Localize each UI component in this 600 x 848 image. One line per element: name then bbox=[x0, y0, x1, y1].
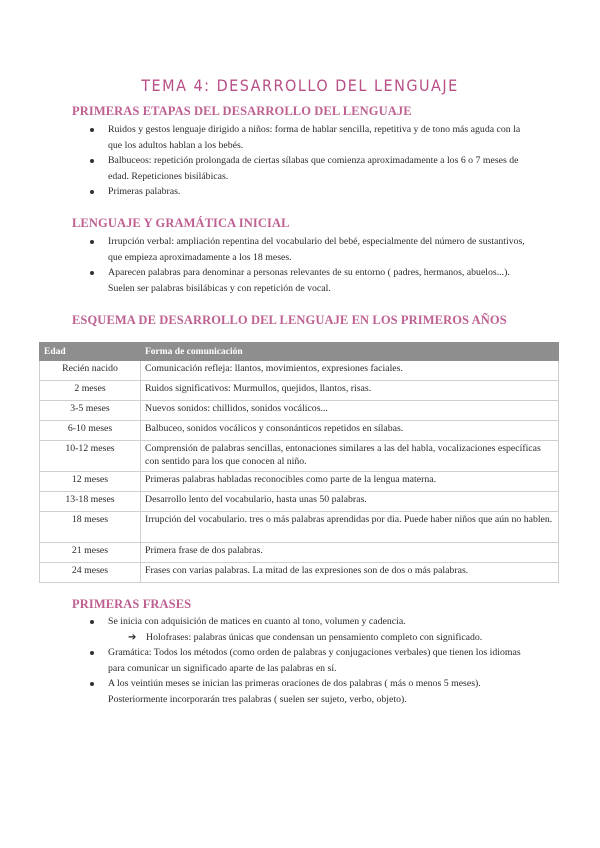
column-header-edad: Edad bbox=[40, 343, 141, 361]
list-item: Balbuceos: repetición prolongada de ciertas sílabas que comienza aproximadamente a los 6 o 7 meses de edad. Repeticiones bisilábicas. bbox=[88, 153, 528, 184]
list-item: Ruidos y gestos lenguaje dirigido a niños: forma de hablar sencilla, repetitiva y de tono más aguda con la que los adultos hablan a los bebés. bbox=[88, 122, 528, 153]
age-cell: 10-12 meses bbox=[40, 441, 141, 472]
description-cell: Primera frase de dos palabras. bbox=[141, 543, 559, 563]
age-cell: 21 meses bbox=[40, 543, 141, 563]
table-row bbox=[40, 472, 559, 492]
description-cell: Desarrollo lento del vocabulario, hasta unas 50 palabras. bbox=[141, 492, 559, 512]
list-item: Primeras palabras. bbox=[88, 184, 528, 200]
table-row bbox=[40, 401, 559, 421]
primeras-frases-list bbox=[88, 614, 528, 707]
page-title: TEMA 4: DESARROLLO DEL LENGUAJE bbox=[141, 76, 459, 95]
sub-list bbox=[108, 630, 528, 646]
table-row bbox=[40, 512, 559, 543]
description-cell: Primeras palabras habladas reconocibles como parte de la lengua materna. bbox=[141, 472, 559, 492]
age-cell: 12 meses bbox=[40, 472, 141, 492]
age-cell: 24 meses bbox=[40, 563, 141, 583]
sub-list-item-text: Holofrases: palabras únicas que condensan un pensamiento completo con significado. bbox=[146, 631, 483, 643]
column-header-forma: Forma de comunicación bbox=[141, 343, 559, 361]
age-cell: 2 meses bbox=[40, 381, 141, 401]
list-item: Irrupción verbal: ampliación repentina del vocabulario del bebé, especialmente del número de sustantivos, que empieza aproximadamente a los 18 meses. bbox=[88, 234, 528, 265]
section-heading-primeras-etapas: PRIMERAS ETAPAS DEL DESARROLLO DEL LENGUAJE bbox=[72, 104, 412, 118]
list-item bbox=[88, 614, 528, 645]
table-header-row bbox=[40, 343, 559, 361]
table-row bbox=[40, 543, 559, 563]
table-row bbox=[40, 361, 559, 381]
age-cell: 13-18 meses bbox=[40, 492, 141, 512]
table-row bbox=[40, 492, 559, 512]
list-item-text: Se inicia con adquisición de matices en cuanto al tono, volumen y cadencia. bbox=[108, 616, 406, 627]
table-row bbox=[40, 441, 559, 472]
age-cell: Recién nacido bbox=[40, 361, 141, 381]
description-cell: Nuevos sonidos: chillidos, sonidos vocálicos... bbox=[141, 401, 559, 421]
description-cell: Frases con varias palabras. La mitad de las expresiones son de dos o más palabras. bbox=[141, 563, 559, 583]
description-cell: Comprensión de palabras sencillas, entonaciones similares a las del habla, vocalizaciones específicas con sentido para los que conocen al niño. bbox=[141, 441, 559, 472]
description-cell: Balbuceo, sonidos vocálicos y consonánticos repetidos en sílabas. bbox=[141, 421, 559, 441]
section-heading-primeras-frases: PRIMERAS FRASES bbox=[72, 597, 192, 611]
list-item: Aparecen palabras para denominar a personas relevantes de su entorno ( padres, hermanos, abuelos...). Suelen ser palabras bisilábicas y con repetición de vocal. bbox=[88, 265, 528, 296]
age-cell: 18 meses bbox=[40, 512, 141, 543]
table-row bbox=[40, 381, 559, 401]
primeras-etapas-list bbox=[88, 122, 528, 200]
description-cell: Ruidos significativos: Murmullos, quejidos, llantos, risas. bbox=[141, 381, 559, 401]
section-heading-esquema: ESQUEMA DE DESARROLLO DEL LENGUAJE EN LOS PRIMEROS AÑOS bbox=[72, 313, 507, 327]
description-cell: Irrupción del vocabulario. tres o más palabras aprendidas por dia. Puede haber niños que aún no hablen. bbox=[141, 512, 559, 543]
description-cell: Comunicación refleja: llantos, movimientos, expresiones faciales. bbox=[141, 361, 559, 381]
development-table bbox=[39, 342, 559, 583]
age-cell: 6-10 meses bbox=[40, 421, 141, 441]
table-row bbox=[40, 563, 559, 583]
section-heading-lenguaje-gramatica: LENGUAJE Y GRAMÁTICA INICIAL bbox=[72, 216, 290, 230]
sub-list-item bbox=[128, 630, 528, 646]
list-item: Gramática: Todos los métodos (como orden de palabras y conjugaciones verbales) que tienen los idiomas para comunicar un significado aparte de las palabras en sí. bbox=[88, 645, 528, 676]
age-cell: 3-5 meses bbox=[40, 401, 141, 421]
arrow-icon: ➔ bbox=[128, 631, 137, 643]
list-item: A los veintiún meses se inician las primeras oraciones de dos palabras ( más o menos 5 meses). Posteriormente incorporarán tres palabras ( suelen ser sujeto, verbo, objeto). bbox=[88, 676, 528, 707]
table-row bbox=[40, 421, 559, 441]
lenguaje-gramatica-list bbox=[88, 234, 528, 296]
